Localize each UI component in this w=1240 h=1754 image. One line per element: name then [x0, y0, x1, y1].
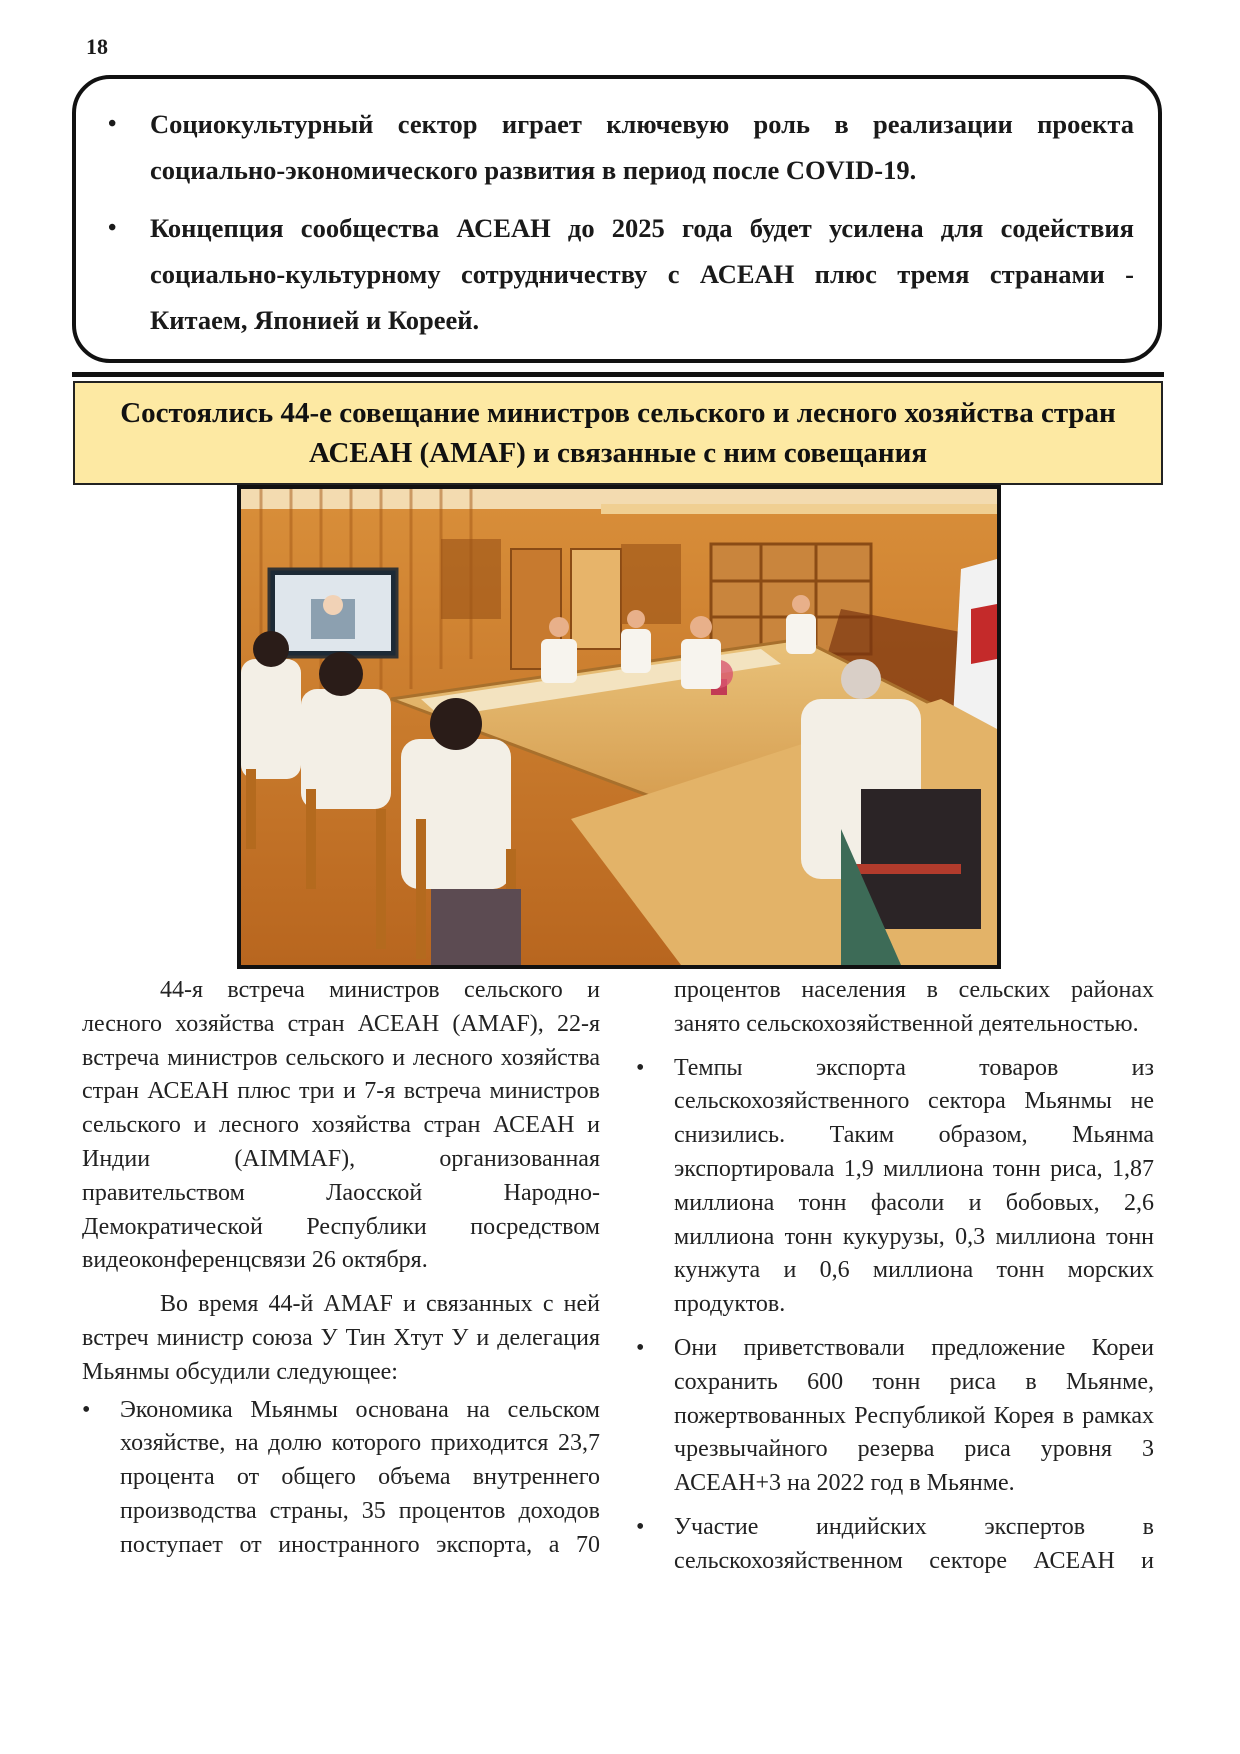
right-column	[674, 974, 1154, 1579]
bullet-item: • Участие индийских экспертов в сельскохозяйственном секторе АСЕАН и	[674, 1511, 1154, 1579]
right-bullet-list	[674, 1052, 1154, 1579]
summary-bullet: • Социокультурный сектор играет ключевую роль в реализации проекта социально-экономического развития в период после COVID-19.	[100, 101, 1134, 193]
bullet-item: • Экономика Мьянмы основана на сельском хозяйстве, на долю которого приходится 23,7 процента от общего объема внутреннего производства страны, 35 процентов доходов поступает от иностранного экспорта, а 70	[82, 1394, 600, 1563]
article-title-box	[73, 381, 1163, 485]
section-divider	[72, 372, 1164, 377]
continued-paragraph: процентов населения в сельских районах занято сельскохозяйственной деятельностью.	[674, 977, 1154, 1037]
paragraph: Во время 44-й AMAF и связанных с ней встреч министр союза У Тин Хтут У и делегация Мьянмы обсудили следующее:	[82, 1291, 600, 1385]
article-title: Состоялись 44-е совещание министров сельского и лесного хозяйства стран АСЕАН (AMAF) и связанные с ним совещания	[120, 397, 1116, 469]
summary-list	[100, 101, 1134, 343]
meeting-room-image	[241, 489, 997, 965]
page-number: 18	[86, 34, 108, 59]
summary-bullet: • Концепция сообщества АСЕАН до 2025 года будет усилена для содействия социально-культурному сотрудничеству с АСЕАН плюс тремя странами - Китаем, Японией и Кореей.	[100, 205, 1134, 343]
paragraph: 44-я встреча министров сельского и лесного хозяйства стран АСЕАН (AMAF), 22-я встреча министров сельского и лесного хозяйства стран АСЕАН плюс три и 7-я встреча министров сельского и лесного хозяйства стран АСЕАН и Индии (AIMMAF), организованная правительством Лаосской Народно-Демократической Республики посредством видеоконференцсвязи 26 октября.	[82, 977, 600, 1274]
left-column	[82, 974, 600, 1563]
bullet-item: • Темпы экспорта товаров из сельскохозяйственного сектора Мьянмы не снизились. Таким образом, Мьянма экспортировала 1,9 миллиона тонн риса, 1,87 миллиона тонн фасоли и бобовых, 2,6 миллиона тонн кукурузы, 0,3 миллиона тонн кунжута и 0,6 миллиона тонн морских продуктов.	[674, 1052, 1154, 1322]
summary-box	[72, 75, 1162, 363]
article-photo	[237, 485, 1001, 969]
left-bullet-list	[82, 1394, 600, 1563]
bullet-item: • Они приветствовали предложение Кореи сохранить 600 тонн риса в Мьянме, пожертвованных Республикой Корея в рамках чрезвычайного резерва риса уровня 3 АСЕАН+3 на 2022 год в Мьянме.	[674, 1332, 1154, 1501]
